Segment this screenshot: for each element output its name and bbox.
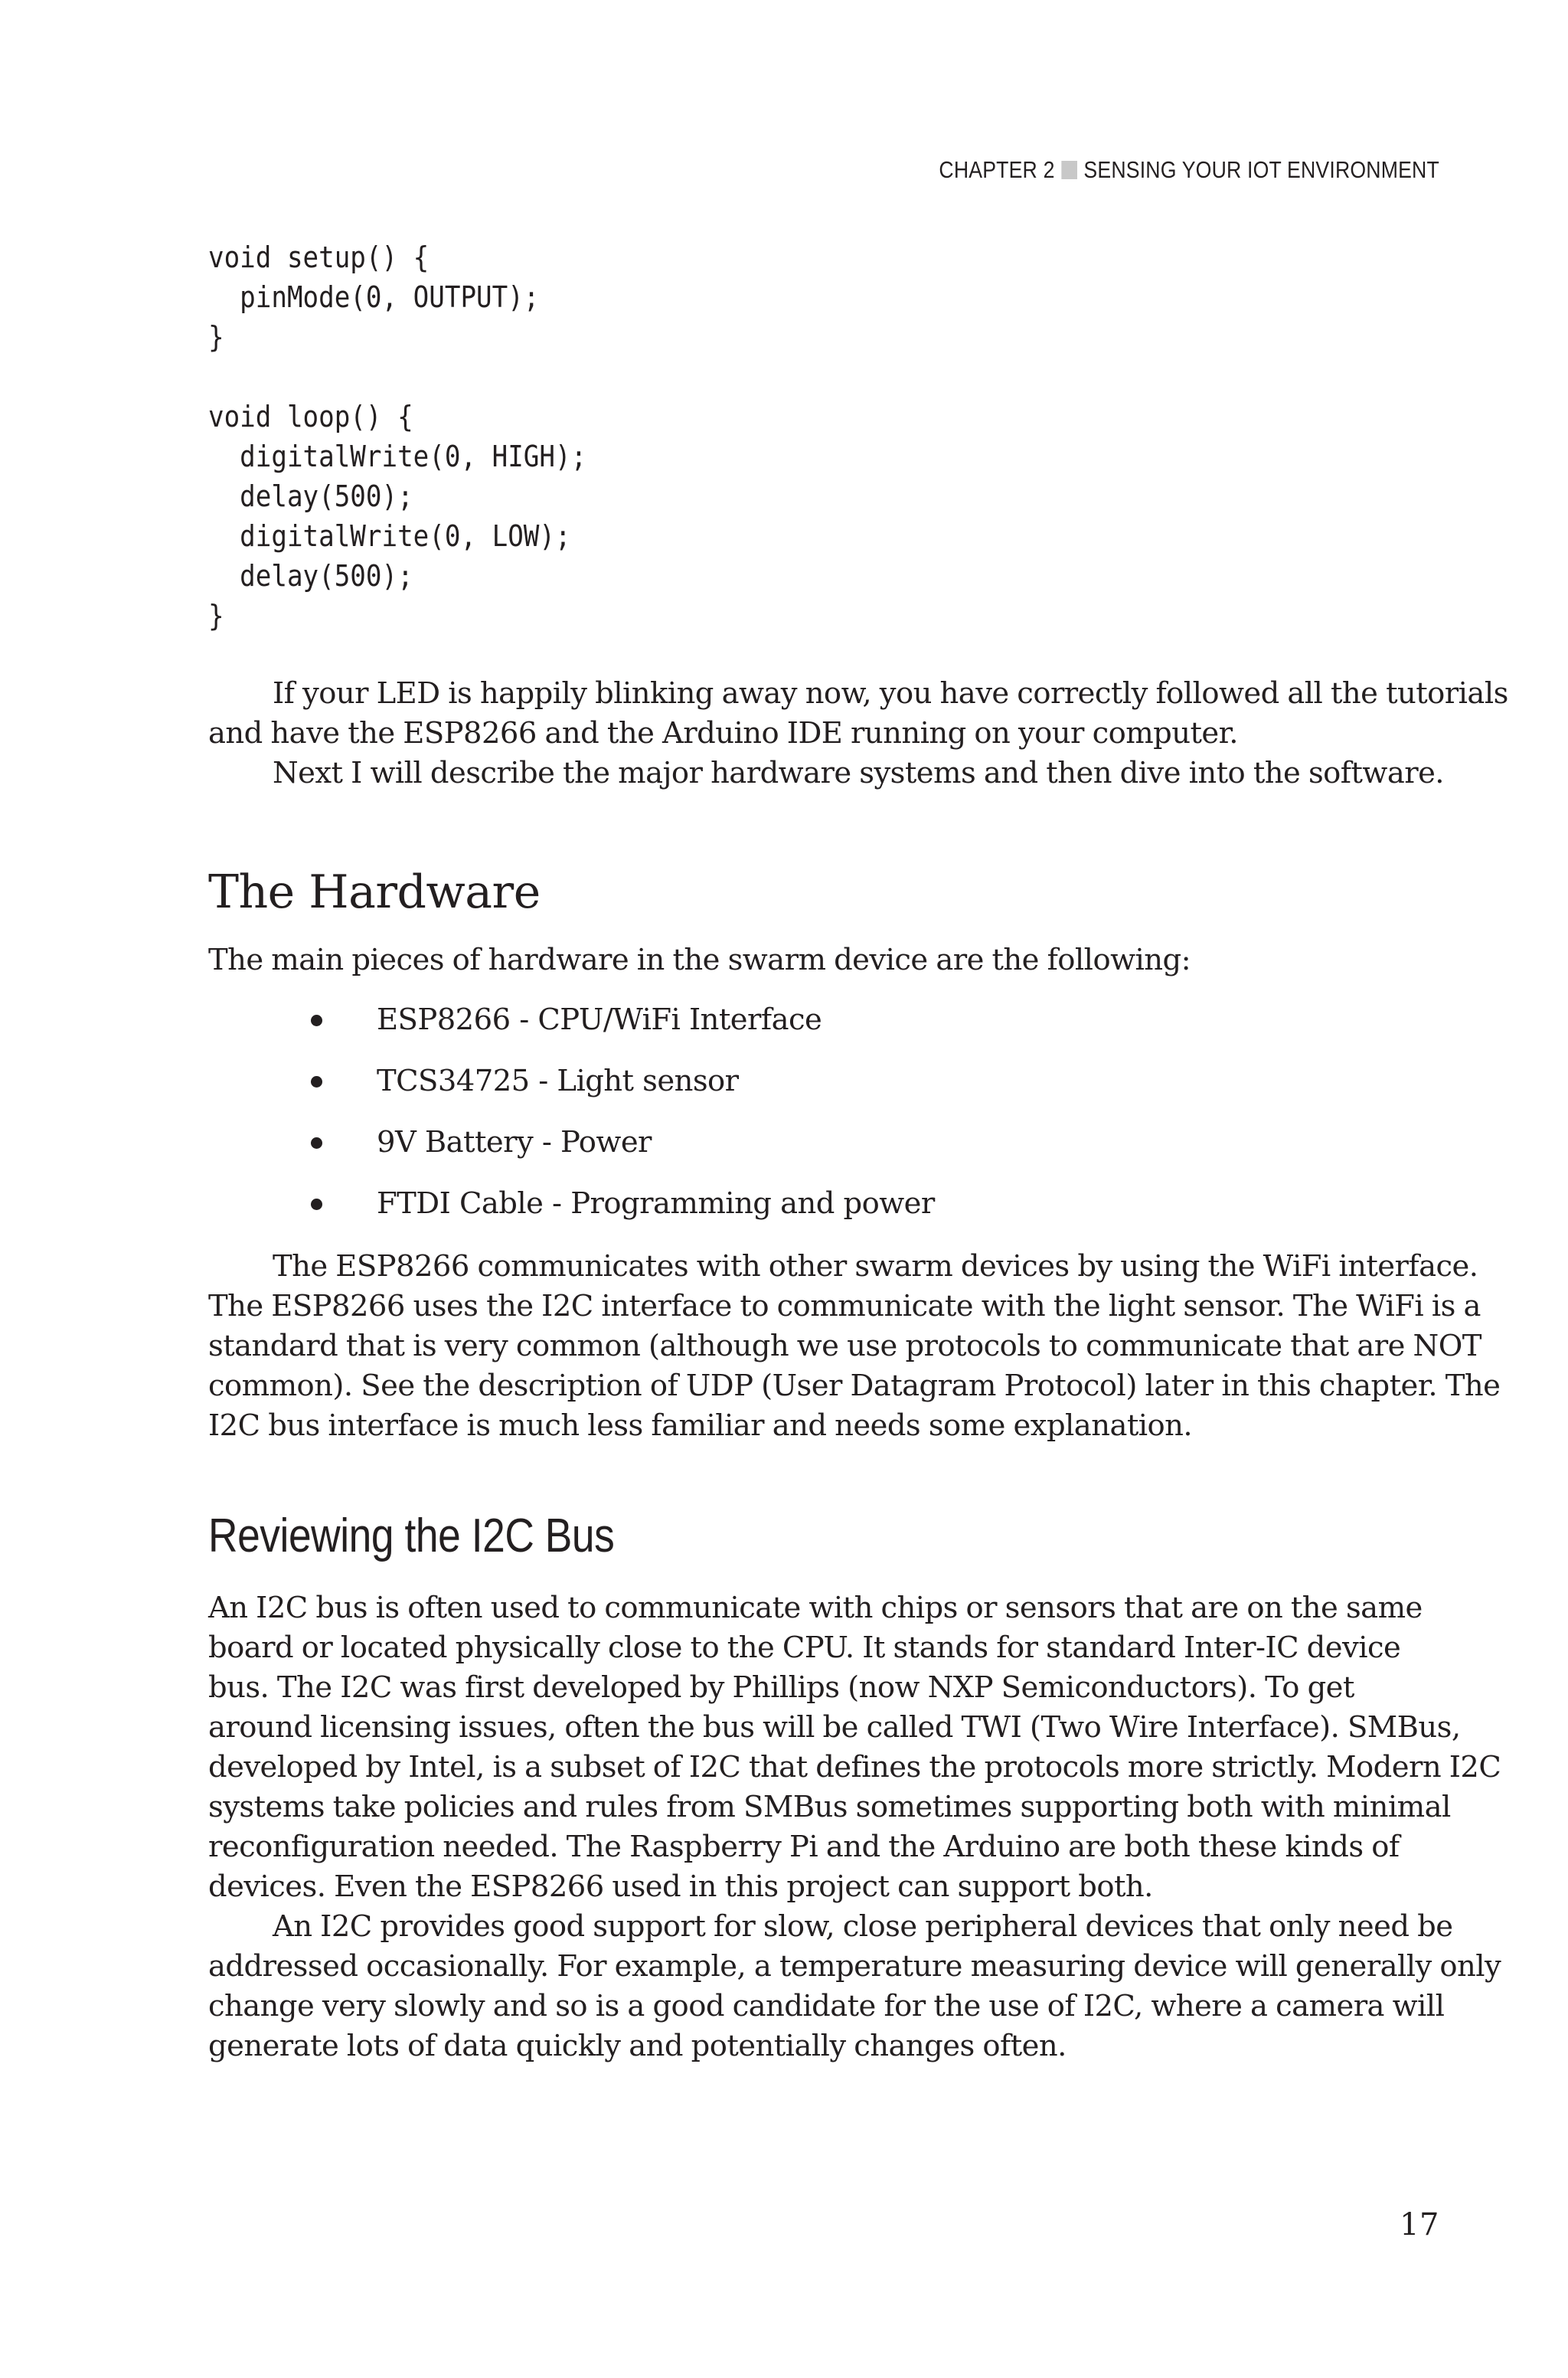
i2c-heading: Reviewing the I2C Bus [208,1510,615,1562]
text-line: An I2C provides good support for slow, close peripheral devices that only need be [273,1909,1453,1944]
list-item-text: TCS34725 - Light sensor [377,1064,739,1098]
list-item [208,1123,935,1184]
text-line: common). See the description of UDP (User Datagram Protocol) later in this chapter. The [208,1369,1501,1403]
text-line: An I2C bus is often used to communicate with chips or sensors that are on the same [208,1591,1423,1625]
page-number: 17 [1400,2207,1439,2242]
i2c-text [208,1588,1501,2066]
text-line: reconfiguration needed. The Raspberry Pi and the Arduino are both these kinds of [208,1830,1400,1864]
i2c-paragraph-2 [208,1907,1501,2066]
list-item-text: FTDI Cable - Programming and power [377,1186,935,1221]
separator-square-icon [1061,161,1077,179]
text-line: If your LED is happily blinking away now, you have correctly followed all the tutorials [273,676,1508,711]
bullet-icon [311,1015,322,1026]
code-line: void setup() { [208,240,430,274]
code-listing [208,237,586,636]
code-line: pinMode(0, OUTPUT); [208,280,540,314]
intro-paragraph-1 [208,674,1508,754]
text-line: The main pieces of hardware in the swarm device are the following: [208,943,1191,977]
text-line: change very slowly and so is a good candidate for the use of I2C, where a camera will [208,1989,1445,2023]
text-line: systems take policies and rules from SMBus sometimes supporting both with minimal [208,1790,1451,1824]
text-line: The ESP8266 communicates with other swarm devices by using the WiFi interface. [273,1249,1478,1284]
text-line: I2C bus interface is much less familiar and needs some explanation. [208,1408,1193,1443]
text-line: The ESP8266 uses the I2C interface to communicate with the light sensor. The WiFi is a [208,1289,1481,1323]
intro-paragraph-2 [208,754,1444,793]
code-line: } [208,599,224,633]
list-item [208,1061,935,1123]
running-head [939,156,1439,184]
code-line: void loop() { [208,400,413,433]
hardware-list [208,1000,935,1245]
code-line: digitalWrite(0, HIGH); [208,440,587,473]
chapter-label: CHAPTER 2 [939,156,1055,183]
list-item-text: ESP8266 - CPU/WiFi Interface [377,1003,822,1037]
text-line: developed by Intel, is a subset of I2C that defines the protocols more strictly. Modern I2C [208,1750,1501,1784]
list-item [208,1184,935,1245]
text-line: generate lots of data quickly and potentially changes often. [208,2029,1067,2063]
bullet-icon [311,1199,322,1210]
code-line [208,357,586,397]
i2c-paragraph-1 [208,1588,1501,1907]
hardware-heading: The Hardware [208,865,541,919]
bullet-icon [311,1076,322,1088]
hardware-paragraph [208,1247,1501,1446]
section-label: SENSING YOUR IOT ENVIRONMENT [1083,156,1439,183]
list-item-text: 9V Battery - Power [377,1125,652,1160]
hardware-lead [208,940,1441,980]
text-line: addressed occasionally. For example, a temperature measuring device will generally only [208,1949,1501,1984]
text-line: board or located physically close to the CPU. It stands for standard Inter-IC device [208,1631,1401,1665]
text-line: standard that is very common (although we use protocols to communicate that are NOT [208,1329,1481,1363]
code-line: } [208,320,224,354]
text-line: and have the ESP8266 and the Arduino IDE running on your computer. [208,716,1238,751]
code-line: delay(500); [208,479,413,513]
text-line: Next I will describe the major hardware systems and then dive into the software. [273,756,1444,790]
list-item [208,1000,935,1061]
text-line: bus. The I2C was first developed by Phillips (now NXP Semiconductors). To get [208,1670,1354,1705]
code-line: delay(500); [208,559,413,593]
bullet-icon [311,1137,322,1149]
text-line: devices. Even the ESP8266 used in this project can support both. [208,1869,1153,1904]
code-line: digitalWrite(0, LOW); [208,519,571,553]
intro-text [208,674,1508,793]
text-line: around licensing issues, often the bus will be called TWI (Two Wire Interface). SMBus, [208,1710,1461,1745]
